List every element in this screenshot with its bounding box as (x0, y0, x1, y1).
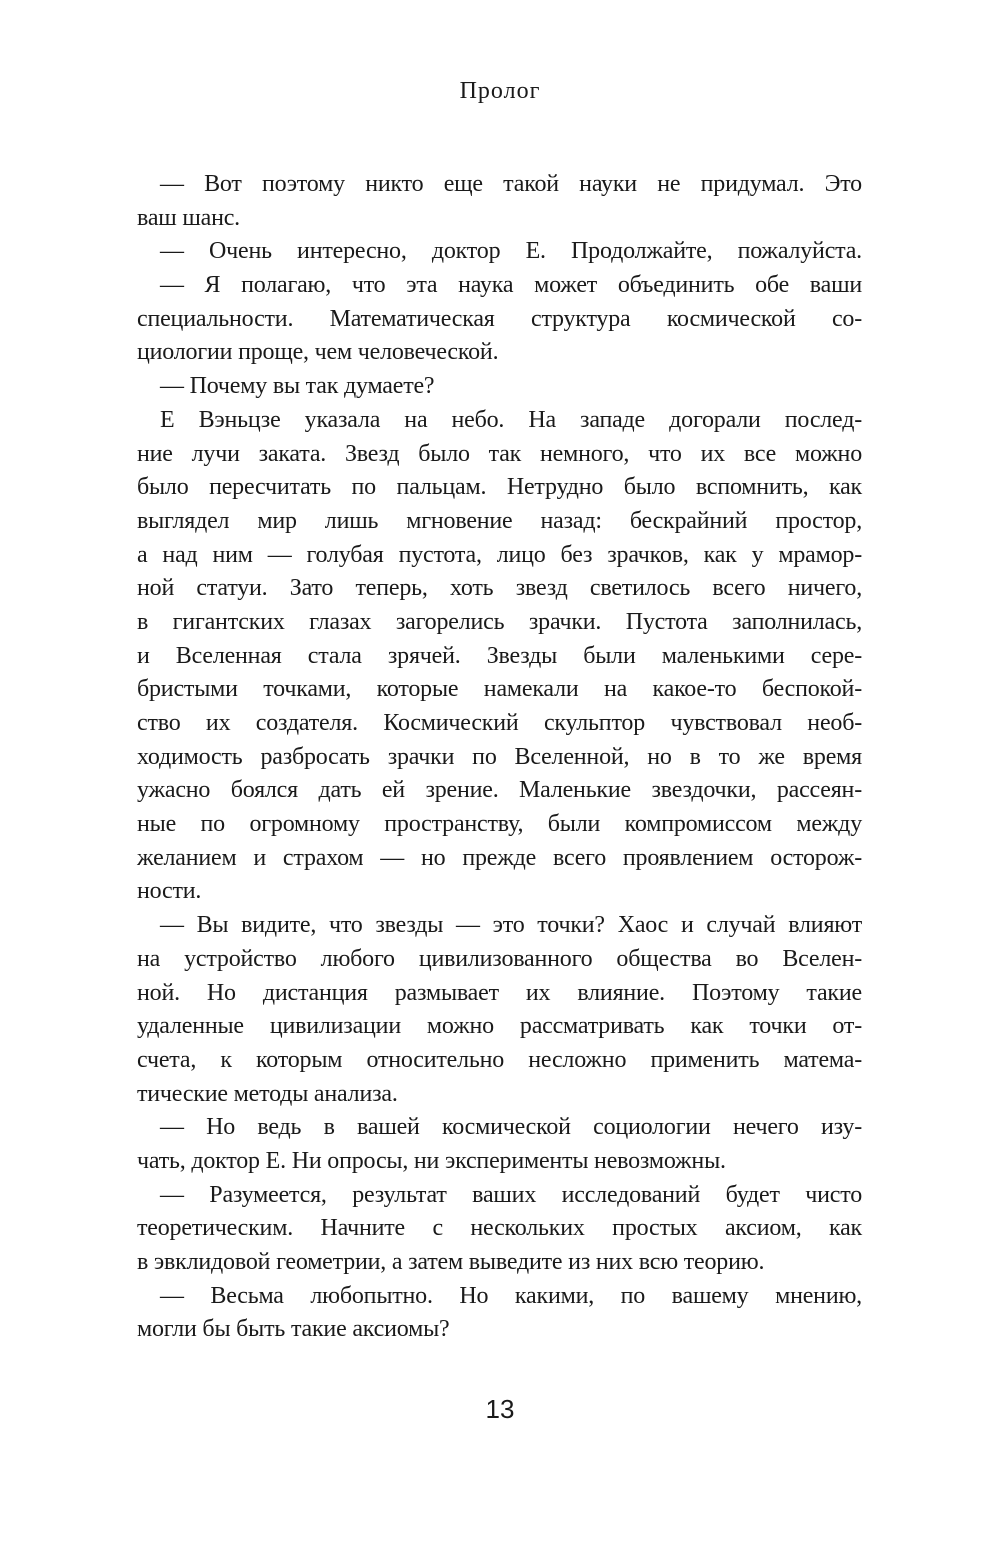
text-line: удаленные цивилизации можно рассматривать как точки от- (137, 1013, 862, 1040)
text-line: в гигантских глазах загорелись зрачки. Пустота заполнилась, (137, 608, 862, 635)
text-line: тические методы анализа. (137, 1080, 398, 1107)
text-line: ной статуи. Зато теперь, хоть звезд светилось всего ничего, (137, 575, 862, 602)
text-line: ной. Но дистанция размывает их влияние. Поэтому такие (137, 979, 862, 1006)
text-line: желанием и страхом — но прежде всего проявлением осторож- (137, 844, 862, 871)
text-line: ужасно боялся дать ей зрение. Маленькие звездочки, рассеян- (137, 777, 862, 804)
text-line: — Почему вы так думаете? (160, 373, 435, 400)
body-text (137, 168, 862, 1347)
text-line: — Я полагаю, что эта наука может объединить обе ваши (160, 272, 862, 299)
text-line: бристыми точками, которые намекали на какое-то беспокой- (137, 676, 862, 703)
text-line: — Вот поэтому никто еще такой науки не придумал. Это (160, 171, 862, 197)
text-line: чать, доктор Е. Ни опросы, ни эксперименты невозможны. (137, 1147, 726, 1174)
text-line: ваш шанс. (137, 204, 240, 231)
text-line: — Разумеется, результат ваших исследований будет чисто (160, 1181, 862, 1208)
page-number: 13 (485, 1394, 515, 1424)
text-line: — Весьма любопытно. Но какими, по вашему мнению, (160, 1282, 862, 1309)
text-line: циологии проще, чем человеческой. (137, 339, 499, 366)
text-line: могли бы быть такие аксиомы? (137, 1316, 450, 1343)
running-head-title: Пролог (459, 78, 541, 104)
text-line: — Но ведь в вашей космической социологии нечего изу- (160, 1114, 862, 1141)
text-line: ние лучи заката. Звезд было так немного, что их все можно (137, 440, 862, 467)
text-line: теоретическим. Начните с нескольких простых аксиом, как (137, 1215, 862, 1242)
text-line: на устройство любого цивилизованного общества во Вселен- (137, 945, 862, 972)
text-line: а над ним — голубая пустота, лицо без зрачков, как у мрамор- (137, 541, 862, 568)
text-line: ство их создателя. Космический скульптор чувствовал необ- (137, 710, 862, 736)
text-line: специальности. Математическая структура космической со- (137, 305, 862, 332)
text-line: — Вы видите, что звезды — это точки? Хаос и случай влияют (160, 912, 862, 939)
text-line: ности. (137, 878, 202, 905)
text-line: и Вселенная стала зрячей. Звезды были маленькими сере- (137, 642, 862, 669)
text-line: выглядел мир лишь мгновение назад: бескрайний простор, (137, 507, 862, 534)
text-line: ходимость разбросать зрачки по Вселенной, но в то же время (137, 743, 862, 770)
text-line: в эвклидовой геометрии, а затем выведите из них всю теорию. (137, 1249, 765, 1275)
text-line: ные по огромному пространству, были компромиссом между (137, 811, 862, 838)
text-line: Е Вэньцзе указала на небо. На западе догорали послед- (160, 406, 862, 433)
text-line: счета, к которым относительно несложно применить матема- (137, 1046, 862, 1073)
text-line: было пересчитать по пальцам. Нетрудно было вспомнить, как (137, 474, 862, 501)
text-line: — Очень интересно, доктор Е. Продолжайте, пожалуйста. (160, 238, 862, 265)
